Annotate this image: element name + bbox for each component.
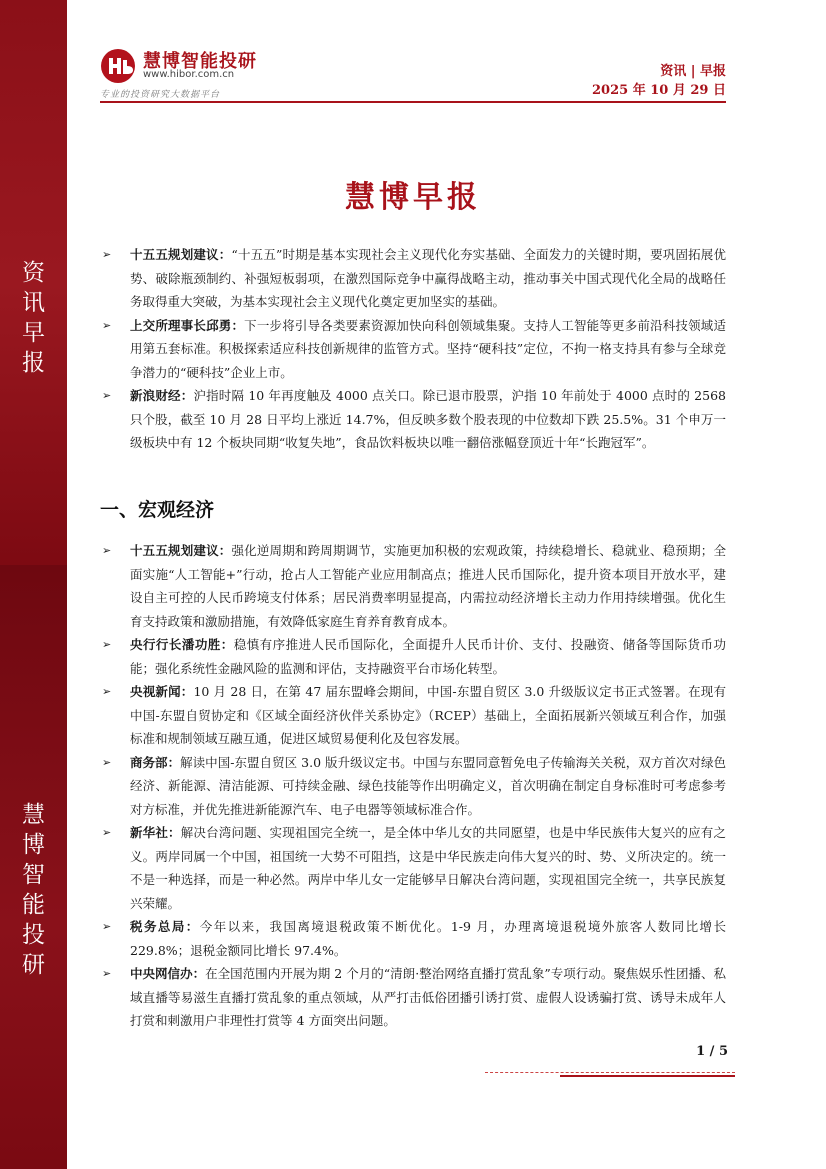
- arrow-bullet-icon: ➢: [102, 544, 112, 557]
- list-item: [100, 243, 726, 314]
- item-text: 今年以来，我国离境退税政策不断优化。1-9 月，办理离境退税境外旅客人数同比增长 229.8%；退税金额同比增长 97.4%。: [130, 919, 726, 958]
- arrow-bullet-icon: ➢: [102, 389, 112, 402]
- item-text: 解读中国-东盟自贸区 3.0 版升级议定书。中国与东盟同意暂免电子传输海关关税，双方首次对绿色经济、新能源、清洁能源、可持续金融、绿色技能等作出明确定义，首次明确在制定自身标准时可考虑参考对方标准，并优先推进新能源汽车、电子电器等领域标准合作。: [130, 754, 726, 817]
- item-label: 上交所理事长邱勇：: [130, 317, 245, 333]
- arrow-bullet-icon: ➢: [102, 826, 112, 839]
- list-item: [100, 539, 726, 633]
- arrow-bullet-icon: ➢: [102, 920, 112, 933]
- item-label: 央行行长潘功胜：: [130, 637, 234, 652]
- sidebar-label-news: 资 讯 早 报: [22, 260, 45, 376]
- report-category: 资讯 | 早报: [660, 64, 726, 79]
- arrow-bullet-icon: ➢: [102, 318, 112, 332]
- item-text: 10 月 28 日，在第 47 届东盟峰会期间，中国-东盟自贸区 3.0 升级版议定书正式签署。在现有中国-东盟自贸协定和《区域全面经济伙伴关系协定》（RCEP）基础上，全面拓展新兴领域互利合作，加强标准和规制领域互融互通，促进区域贸易便利化及包容发展。: [130, 684, 726, 746]
- sidebar: [0, 0, 67, 1169]
- list-item: [100, 962, 726, 1033]
- list-item: [100, 915, 726, 962]
- logo-url: www.hibor.com.cn: [143, 69, 235, 80]
- header-divider: [100, 101, 726, 103]
- list-item: [100, 751, 726, 822]
- list-item: [100, 384, 726, 455]
- arrow-bullet-icon: ➢: [102, 685, 112, 698]
- macro-news-list: [100, 539, 726, 1033]
- list-item: [100, 633, 726, 680]
- hibor-logo-icon: [100, 48, 140, 84]
- footer-divider: [485, 1072, 735, 1073]
- logo-title: 慧博智能投研: [143, 51, 257, 72]
- item-text: 沪指时隔 10 年再度触及 4000 点关口。除已退市股票，沪指 10 年前处于 4000 点时的 2568 只个股，截至 10 月 28 日平均上涨近 14.7%，但反映多数个股表现的中位数却下跌 25.5%。31 个申万一级板块中有 12 个板块同期“收复失地”，食品饮料板块以唯一翻倍涨幅登顶近十年“长跑冠军”。: [130, 388, 726, 450]
- list-item: [100, 314, 726, 385]
- item-text: 解决台湾问题、实现祖国完全统一，是全体中华儿女的共同愿望，也是中华民族伟大复兴的应有之义。两岸同属一个中国，祖国统一大势不可阻挡，这是中华民族走向伟大复兴的时、势、义所决定的。统一不是一种选择，而是一种必然。两岸中华儿女一定能够早日解决台湾问题，实现祖国完全统一，共享民族复兴荣耀。: [130, 825, 726, 911]
- item-label: 商务部：: [130, 754, 181, 770]
- summary-list: [100, 243, 726, 455]
- item-label: 新华社：: [130, 825, 181, 840]
- item-text: 下一步将引导各类要素资源加快向科创领域集聚。支持人工智能等更多前沿科技领域适用第五套标准。积极探索适应科技创新规律的监管方式。坚持“硬科技”定位，不拘一格支持具有参与全球竞争潜力的“硬科技”企业上市。: [130, 317, 726, 380]
- item-label: 中央网信办：: [130, 966, 206, 981]
- page-title: 慧博早报: [345, 180, 481, 215]
- list-item: [100, 821, 726, 915]
- item-text: 稳慎有序推进人民币国际化，全面提升人民币计价、支付、投融资、储备等国际货币功能；强化系统性金融风险的监测和评估，支持融资平台市场化转型。: [130, 637, 726, 676]
- arrow-bullet-icon: ➢: [102, 967, 112, 980]
- report-date: 2025 年 10 月 29 日: [592, 83, 726, 98]
- item-text: 在全国范围内开展为期 2 个月的“清朗·整治网络直播打赏乱象”专项行动。聚焦娱乐性团播、私域直播等易滋生直播打赏乱象的重点领域，从严打击低俗团播引诱打赏、虚假人设诱骗打赏、诱导未成年人打赏和刺激用户非理性打赏等 4 方面突出问题。: [130, 966, 726, 1028]
- item-label: 十五五规划建议：: [130, 247, 232, 262]
- sidebar-label-brand: 慧 博 智 能 投 研: [22, 802, 45, 978]
- page-number: 1 / 5: [696, 1044, 728, 1059]
- arrow-bullet-icon: ➢: [102, 638, 112, 651]
- item-text: “十五五”时期是基本实现社会主义现代化夯实基础、全面发力的关键时期，要巩固拓展优势、破除瓶颈制约、补强短板弱项，在激烈国际竞争中赢得战略主动，推动事关中国式现代化全局的战略任务取得重大突破，为基本实现社会主义现代化奠定更加坚实的基础。: [130, 247, 726, 309]
- arrow-bullet-icon: ➢: [102, 755, 112, 769]
- item-label: 央视新闻：: [130, 684, 194, 699]
- item-label: 税务总局：: [130, 919, 200, 934]
- list-item: [100, 680, 726, 751]
- footer-accent-divider: [560, 1075, 735, 1077]
- arrow-bullet-icon: ➢: [102, 248, 112, 261]
- section-heading: 一、宏观经济: [100, 499, 215, 521]
- item-label: 新浪财经：: [130, 388, 194, 403]
- logo-slogan: 专业的投资研究大数据平台: [100, 90, 221, 100]
- item-text: 强化逆周期和跨周期调节，实施更加积极的宏观政策，持续稳增长、稳就业、稳预期；全面实施“人工智能+”行动，抢占人工智能产业应用制高点；推进人民币国际化，提升资本项目开放水平，建设自主可控的人民币跨境支付体系；居民消费率明显提高，内需拉动经济增长主动力作用持续增强。优化生育支持政策和激励措施，有效降低家庭生育养育教育成本。: [130, 543, 726, 629]
- item-label: 十五五规划建议：: [130, 543, 232, 558]
